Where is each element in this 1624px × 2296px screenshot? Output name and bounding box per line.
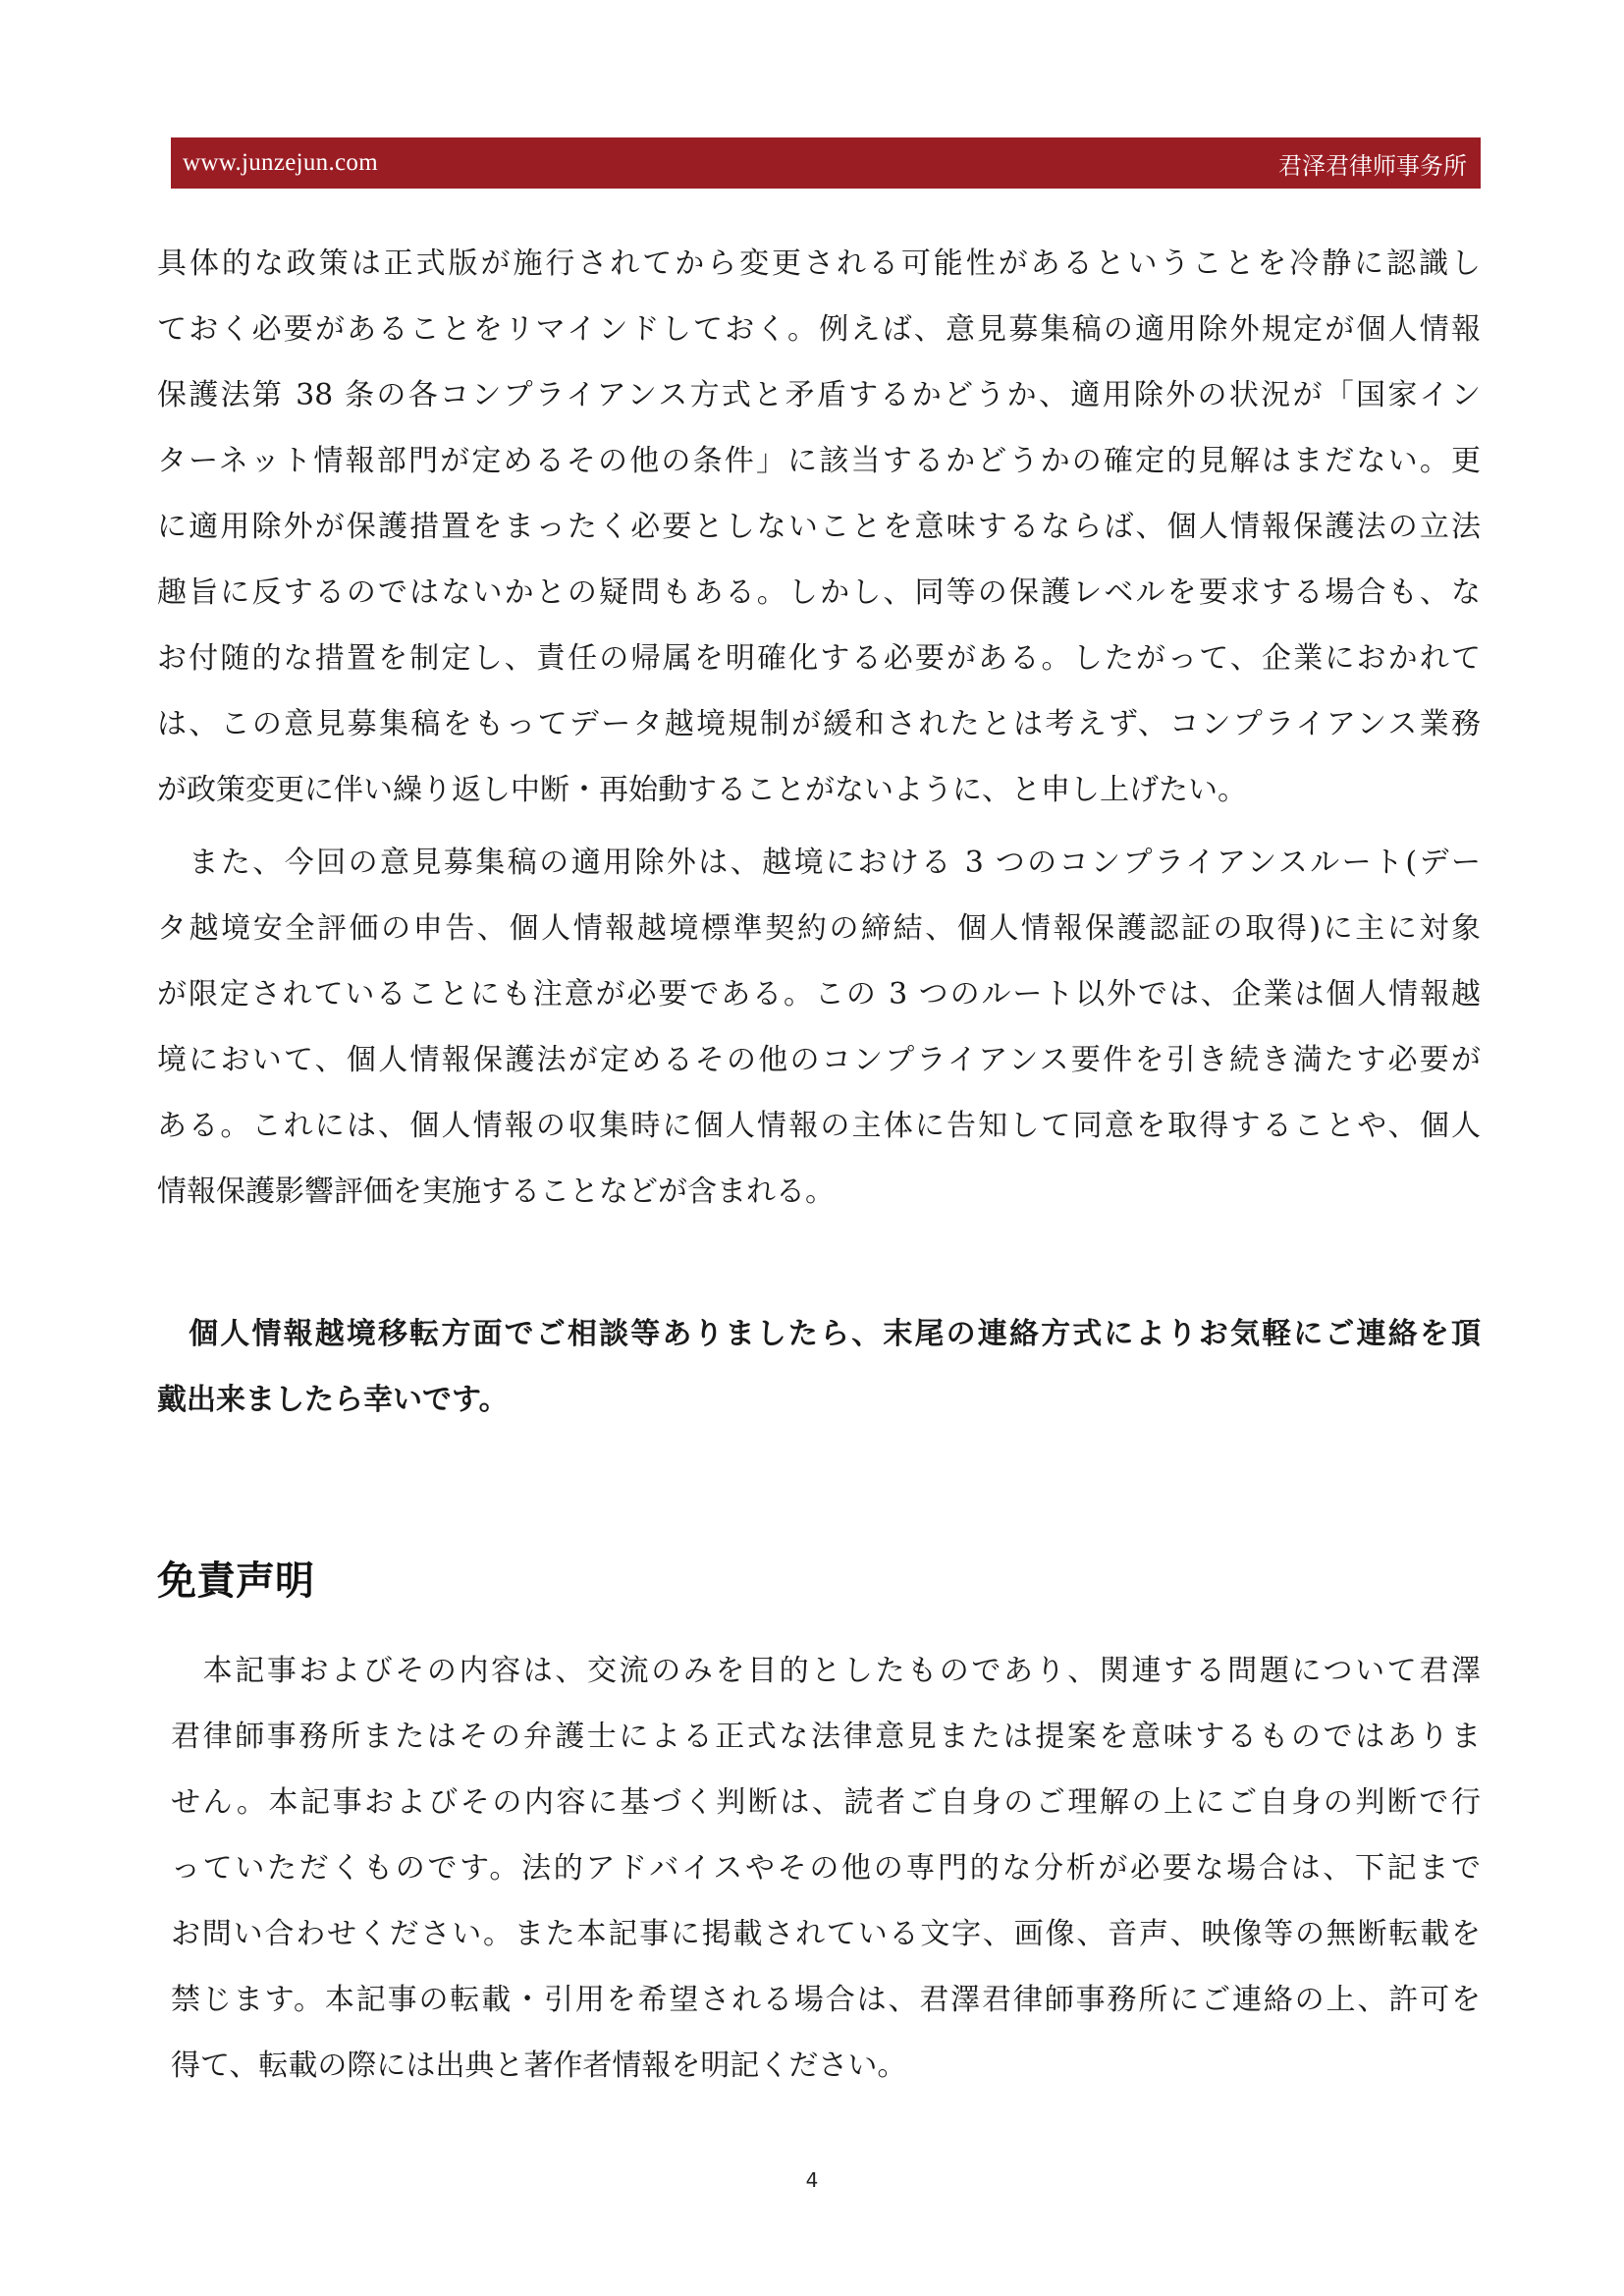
text-line: っていただくものです。法的アドバイスやその他の専門的な分析が必要な場合は、下記まで [171,1851,1481,1886]
site-url[interactable]: www.junzejun.com [183,149,378,176]
text-line: ターネット情報部門が定めるその他の条件」に該当するかどうかの確定的見解はまだない。更 [157,444,1481,478]
text-line: 情報保護影響評価を実施することなどが含まれる。 [157,1175,835,1209]
text-line: ある。これには、個人情報の収集時に個人情報の主体に告知して同意を取得することや、個人 [157,1109,1481,1143]
text-line: また、今回の意見募集稿の適用除外は、越境における 3 つのコンプライアンスルート(デー [157,846,1481,880]
text-line: 境において、個人情報保護法が定めるその他のコンプライアンス要件を引き続き満たす必要が [157,1043,1481,1077]
text-line: 得て、転載の際には出典と著作者情報を明記ください。 [171,2049,907,2083]
text-line: に適用除外が保護措置をまったく必要としないことを意味するならば、個人情報保護法の立法 [157,510,1481,544]
header-bar [171,137,1481,189]
text-line: 戴出来ましたら幸いです。 [157,1383,509,1417]
text-line: が政策変更に伴い繰り返し中断・再始動することがないように、と申し上げたい。 [157,773,1247,807]
text-line: タ越境安全評価の申告、個人情報越境標準契約の締結、個人情報保護認証の取得)に主に対象 [157,911,1481,946]
contact-note [157,1301,1481,1433]
firm-name: 君泽君律师事务所 [1278,151,1467,180]
text-line: ておく必要があることをリマインドしておく。例えば、意見募集稿の適用除外規定が個人情報 [157,312,1481,347]
paragraph-exemption-scope [157,830,1481,1225]
text-line: 君律師事務所またはその弁護士による正式な法律意見または提案を意味するものではありま [171,1720,1481,1754]
text-line: 趣旨に反するのではないかとの疑問もある。しかし、同等の保護レベルを要求する場合も、な [157,575,1481,610]
text-line: は、この意見募集稿をもってデータ越境規制が緩和されたとは考えず、コンプライアンス業務 [157,707,1481,741]
disclaimer-heading: 免責声明 [157,1558,314,1604]
text-line: お問い合わせください。また本記事に掲載されている文字、画像、音声、映像等の無断転載を [171,1917,1481,1951]
text-line: 本記事およびその内容は、交流のみを目的としたものであり、関連する問題について君澤 [171,1654,1481,1688]
text-line: 保護法第 38 条の各コンプライアンス方式と矛盾するかどうか、適用除外の状況が「国家イン [157,378,1481,412]
page-number: 4 [805,2168,819,2192]
text-line: が限定されていることにも注意が必要である。この 3 つのルート以外では、企業は個人情報越 [157,977,1481,1011]
text-line: せん。本記事およびその内容に基づく判断は、読者ご自身のご理解の上にご自身の判断で行 [171,1785,1481,1820]
disclaimer-paragraph [171,1638,1481,2099]
paragraph-policy-changes [157,231,1481,823]
text-line: 具体的な政策は正式版が施行されてから変更される可能性があるということを冷静に認識し [157,246,1481,281]
text-line: お付随的な措置を制定し、責任の帰属を明確化する必要がある。したがって、企業におかれて [157,641,1481,676]
text-line: 禁じます。本記事の転載・引用を希望される場合は、君澤君律師事務所にご連絡の上、許可を [171,1983,1481,2017]
text-line: 個人情報越境移転方面でご相談等ありましたら、末尾の連絡方式によりお気軽にご連絡を頂 [157,1317,1481,1351]
